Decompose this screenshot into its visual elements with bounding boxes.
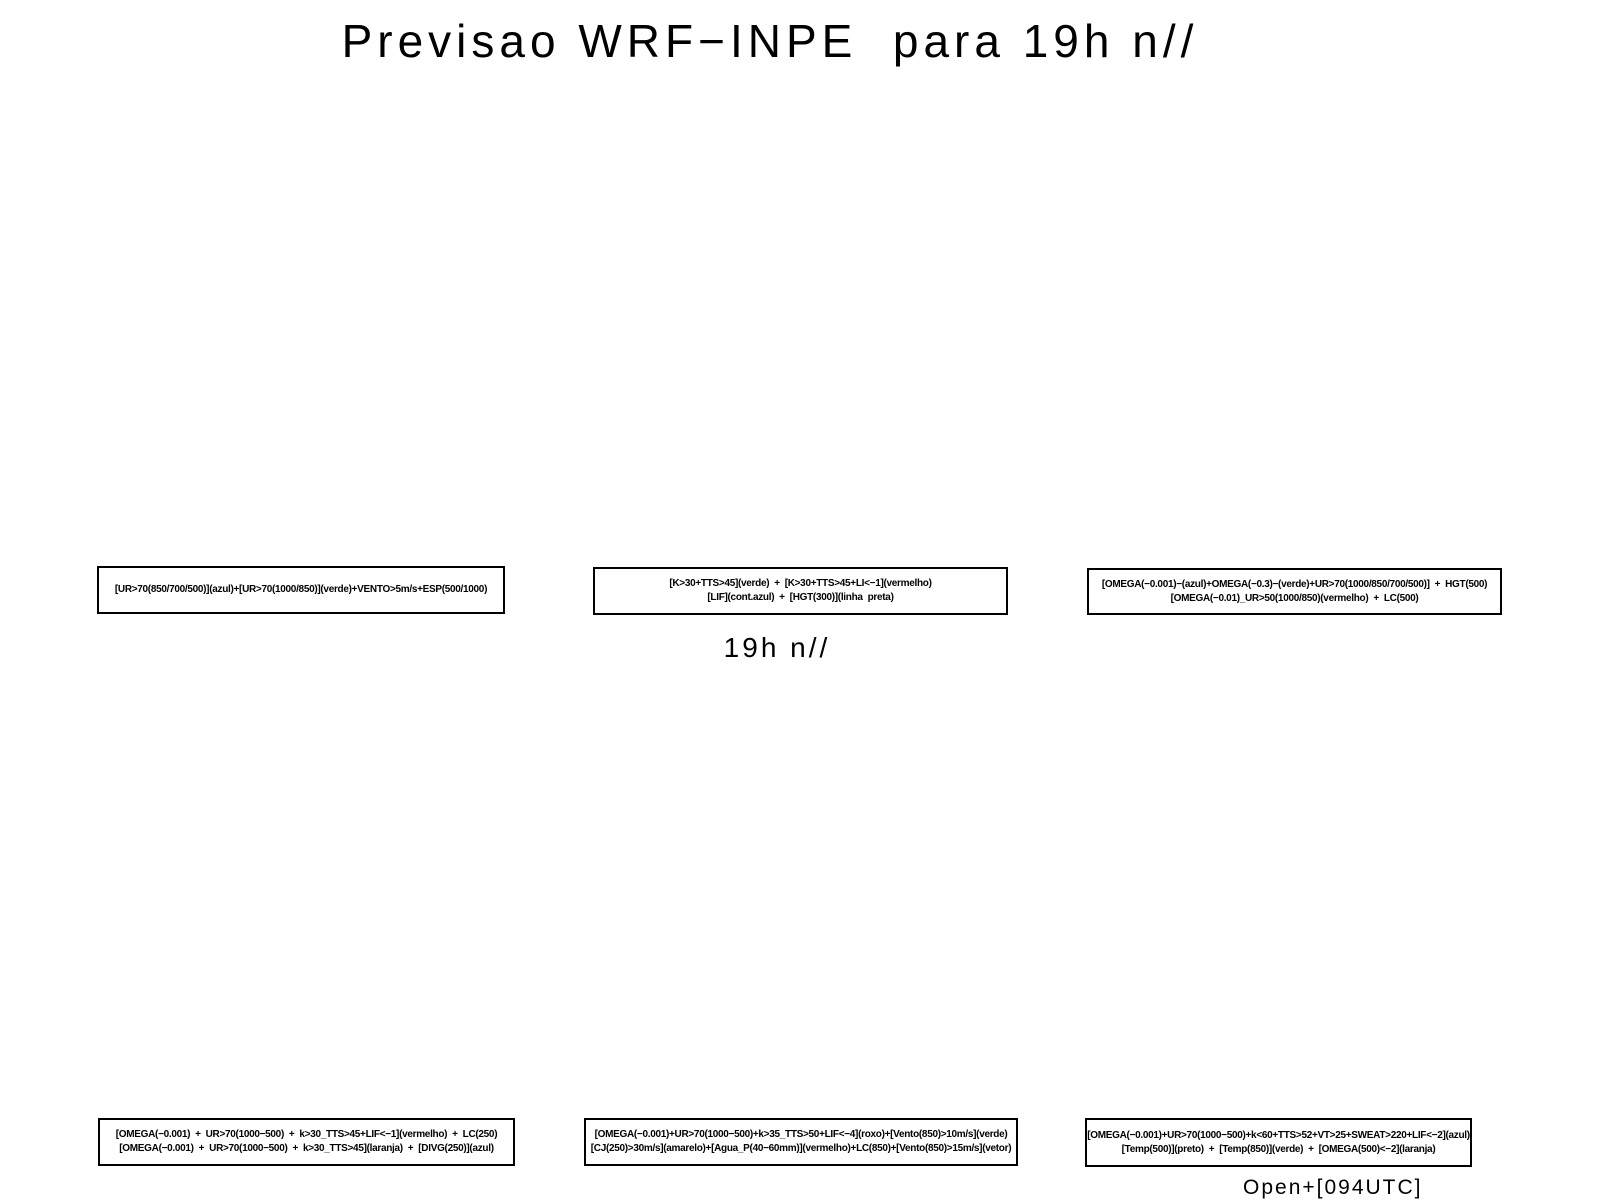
legend-line: [OMEGA(−0.001)+UR>70(1000−500)+k<60+TTS>52+VT>25+SWEAT>220+LIF<−2](azul) [1087,1129,1470,1141]
legend-line: [OMEGA(−0.01)_UR>50(1000/850)(vermelho) + LC(500) [1170,592,1419,604]
legend-line: [OMEGA(−0.001)−(azul)+OMEGA(−0.3)−(verde)+UR>70(1000/850/700/500)] + HGT(500) [1101,578,1488,590]
legend-panel-bottom-center [584,1118,1018,1166]
legend-line: [UR>70(850/700/500)](azul)+[UR>70(1000/850)](verde)+VENTO>5m/s+ESP(500/1000) [114,584,488,595]
legend-panel-top-right [1087,568,1502,615]
legend-line: [OMEGA(−0.001)+UR>70(1000−500)+k>35_TTS>50+LIF<−4](roxo)+[Vento(850)>10m/s](verde) [594,1129,1008,1140]
legend-panel-bottom-left [98,1118,515,1166]
legend-panel-top-center [593,567,1008,615]
forecast-hour-label: 19h n// [723,632,831,663]
legend-line: [CJ(250)>30m/s](amarelo)+[Agua_P(40−60mm)](vermelho)+LC(850)+[Vento(850)>15m/s](vetor) [590,1143,1012,1154]
legend-line: [LIF](cont.azul) + [HGT(300)](linha preta) [707,592,894,603]
legend-line: [OMEGA(−0.001) + UR>70(1000−500) + k>30_TTS>45+LIF<−1](vermelho) + LC(250) [115,1129,498,1140]
legend-panel-top-left [97,566,505,614]
legend-line: [OMEGA(−0.001) + UR>70(1000−500) + k>30_TTS>45](laranja) + [DIVG(250)](azul) [119,1143,494,1154]
page-title: Previsao WRF−INPE para 19h n// [341,15,1199,67]
legend-panel-bottom-right [1085,1118,1472,1167]
run-timestamp-label: Open+[094UTC] [1243,1176,1423,1199]
legend-line: [K>30+TTS>45](verde) + [K>30+TTS>45+LI<−1](vermelho) [669,578,932,589]
legend-line: [Temp(500)](preto) + [Temp(850)](verde) + [OMEGA(500)<−2](laranja) [1121,1143,1436,1155]
